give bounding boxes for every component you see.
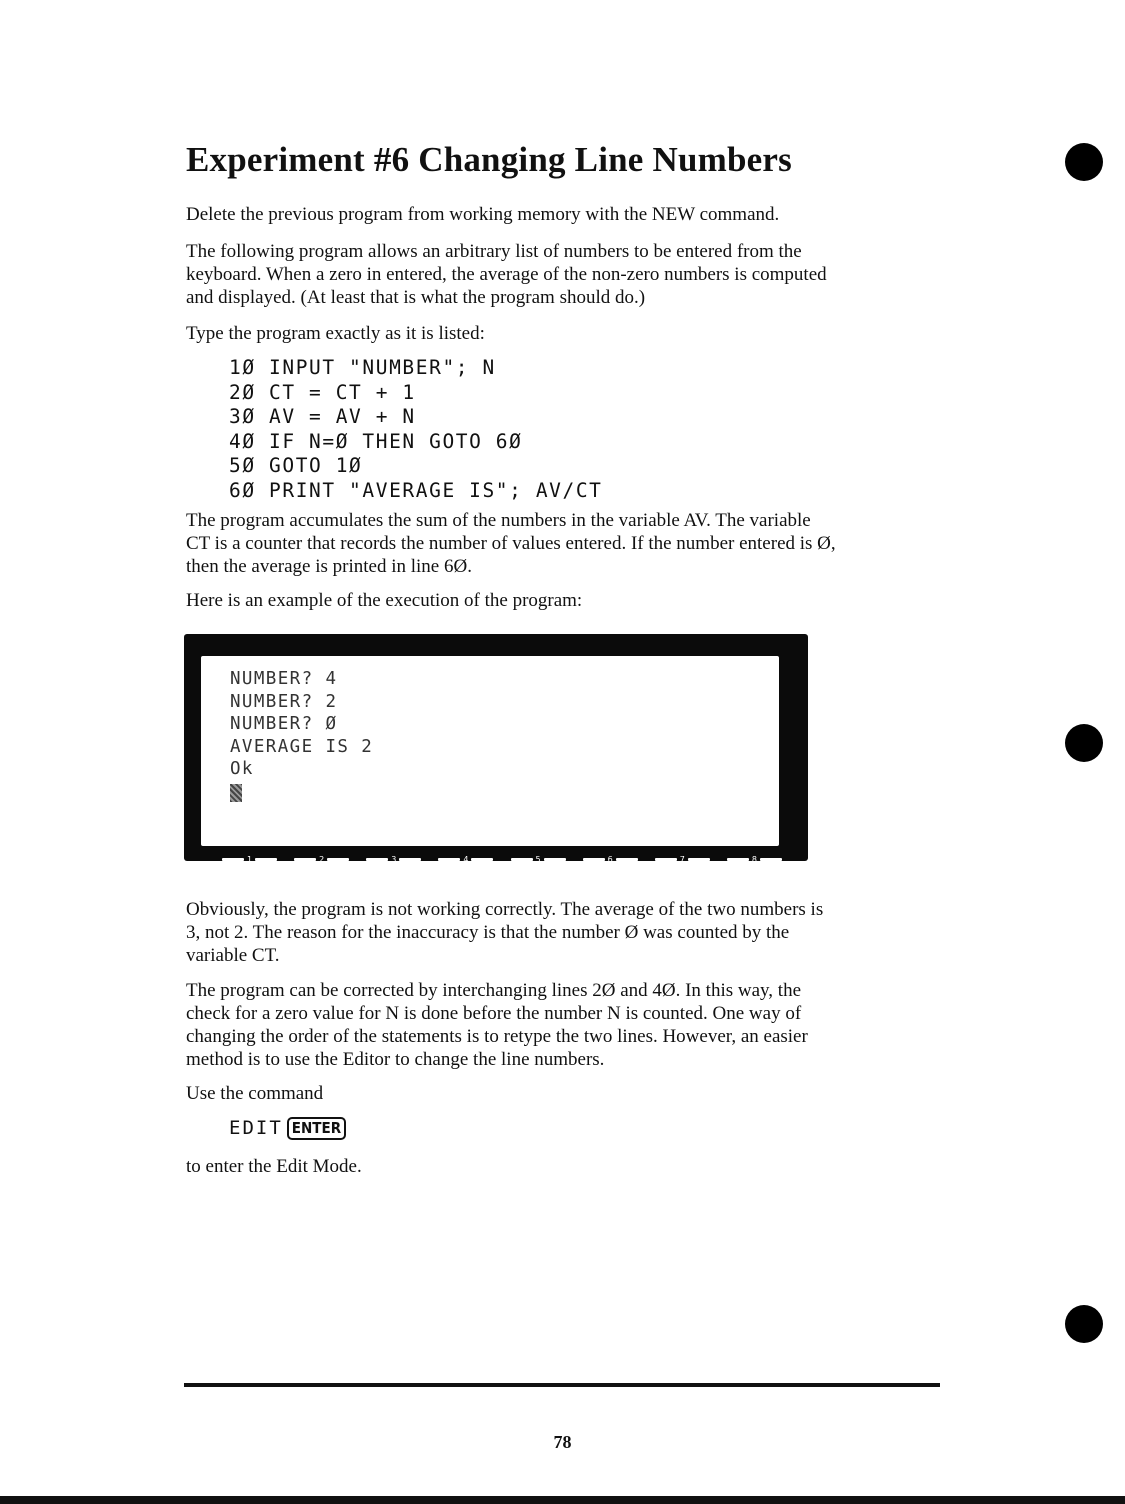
footer-rule [184, 1383, 940, 1387]
binder-hole-icon [1065, 1305, 1103, 1343]
screen-output [230, 668, 373, 781]
text-line: CT is a counter that records the number of values entered. If the number entered is Ø, [186, 533, 836, 554]
paragraph-example-intro [186, 589, 946, 612]
text-line: then the average is printed in line 6Ø. [186, 556, 472, 577]
text-line: changing the order of the statements is to retype the two lines. However, an easier [186, 1026, 808, 1047]
function-key-label: 2 [294, 855, 349, 864]
binder-hole-icon [1065, 724, 1103, 762]
code-line: 2Ø CT = CT + 1 [229, 380, 416, 404]
screen-display [201, 656, 779, 846]
function-key-label: 6 [583, 855, 638, 864]
text-line: method is to use the Editor to change the line numbers. [186, 1049, 605, 1070]
paragraph-type-program [186, 322, 946, 345]
paragraph-delete-program [186, 203, 946, 226]
paragraph-use-command [186, 1082, 946, 1105]
function-key-label: 5 [511, 855, 566, 864]
text-line: to enter the Edit Mode. [186, 1156, 362, 1177]
text-line: Type the program exactly as it is listed: [186, 323, 485, 344]
screen-cursor [230, 784, 242, 802]
text-line: Delete the previous program from working memory with the NEW command. [186, 204, 780, 225]
function-key-label: 8 [727, 855, 782, 864]
code-line: 1Ø INPUT "NUMBER"; N [229, 356, 496, 379]
text-line: The program accumulates the sum of the numbers in the variable AV. The variable [186, 510, 811, 531]
text-line: Use the command [186, 1083, 324, 1104]
function-key-label: 3 [366, 855, 421, 864]
code-line: 3Ø AV = AV + N [229, 405, 416, 429]
paragraph-not-working [186, 898, 946, 967]
binder-hole-icon [1065, 143, 1103, 181]
paragraph-edit-mode [186, 1155, 946, 1178]
screen-line: AVERAGE IS 2 [230, 736, 374, 757]
text-line: Here is an example of the execution of the program: [186, 590, 583, 611]
code-line: 5Ø GOTO 1Ø [229, 454, 363, 478]
paragraph-program-explanation [186, 509, 946, 578]
paragraph-program-description [186, 240, 946, 309]
screen-line: NUMBER? 2 [230, 691, 338, 712]
function-key-label: 7 [655, 855, 710, 864]
command-text: EDIT [229, 1117, 283, 1139]
page-title: Experiment #6 Changing Line Numbers [186, 140, 792, 179]
program-listing [229, 356, 603, 504]
page-number: 78 [553, 1432, 572, 1452]
text-line: check for a zero value for N is done before the number N is counted. One way of [186, 1003, 802, 1024]
edit-command [229, 1117, 346, 1140]
enter-key-icon: ENTER [287, 1117, 346, 1140]
text-line: 3, not 2. The reason for the inaccuracy is that the number Ø was counted by the [186, 922, 790, 943]
text-line: keyboard. When a zero in entered, the average of the non-zero numbers is computed [186, 264, 827, 285]
function-key-label: 1 [222, 855, 277, 864]
screen-line: Ok [230, 759, 254, 779]
text-line: The program can be corrected by interchanging lines 2Ø and 4Ø. In this way, the [186, 980, 802, 1001]
function-key-label: 4 [438, 855, 493, 864]
code-line: 6Ø PRINT "AVERAGE IS"; AV/CT [229, 478, 603, 502]
page-bottom-edge [0, 1496, 1125, 1504]
screen-line: NUMBER? 4 [230, 669, 338, 689]
screen-line: NUMBER? Ø [230, 714, 338, 734]
text-line: The following program allows an arbitrary list of numbers to be entered from the [186, 241, 802, 262]
text-line: and displayed. (At least that is what the program should do.) [186, 287, 646, 308]
paragraph-correction [186, 979, 946, 1071]
text-line: variable CT. [186, 945, 280, 966]
text-line: Obviously, the program is not working correctly. The average of the two numbers is [186, 899, 824, 920]
code-line: 4Ø IF N=Ø THEN GOTO 6Ø [229, 429, 523, 453]
function-key-strip [222, 852, 782, 866]
